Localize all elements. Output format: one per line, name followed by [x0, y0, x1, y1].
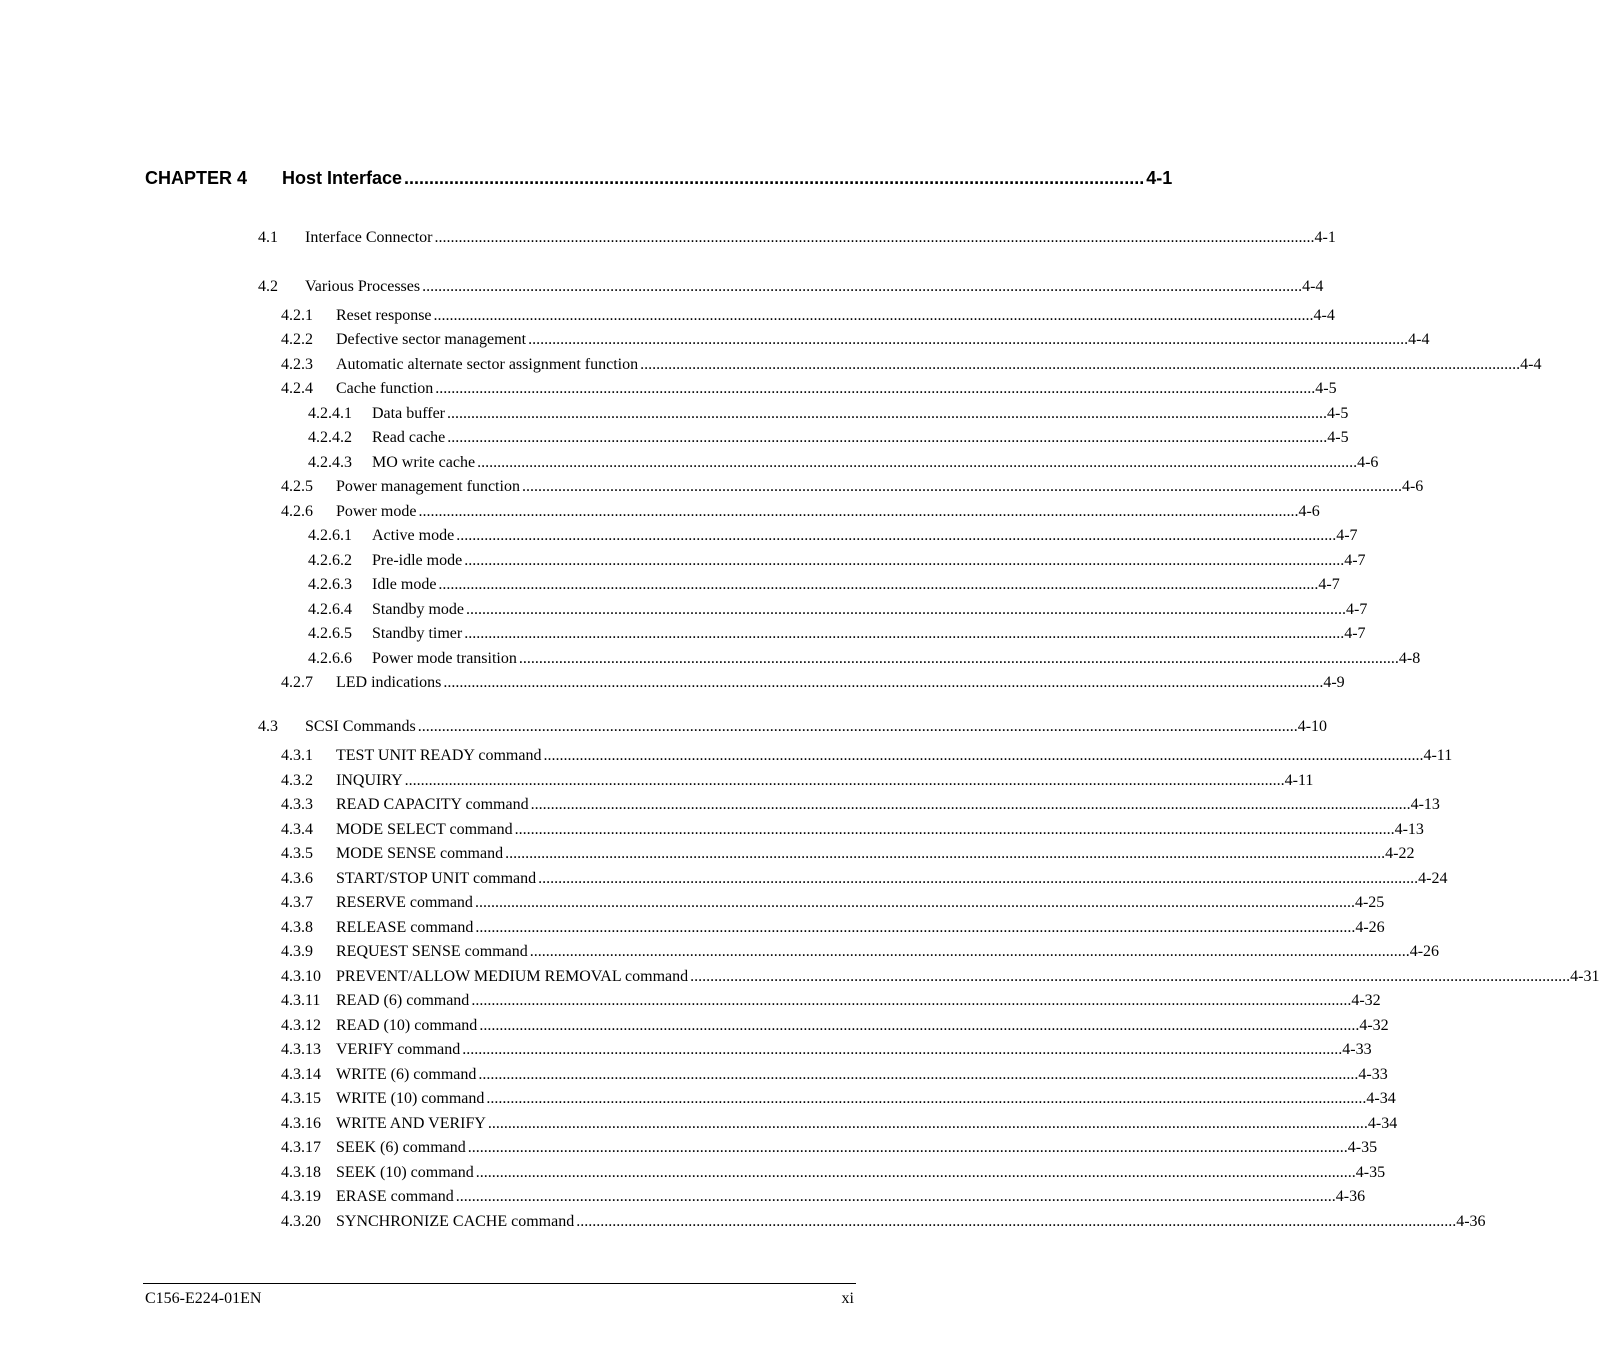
toc-entry-page: 4-32 — [1351, 992, 1381, 1009]
dot-leader: ............................................................................................................................................................................................................................ — [471, 992, 1352, 1009]
dot-leader: ............................................................................................................................................................................................................................ — [404, 772, 1285, 789]
toc-entry-title: Cache function — [336, 380, 434, 397]
toc-entry[interactable] — [281, 1213, 1486, 1233]
toc-entry[interactable] — [281, 380, 1337, 400]
toc-entry[interactable] — [281, 845, 1415, 865]
dot-leader: ............................................................................................................................................................................................................................ — [576, 1213, 1457, 1230]
toc-entry-page: 4-36 — [1335, 1188, 1366, 1205]
toc-entry-page: 4-6 — [1357, 454, 1379, 471]
chapter-page: 4-1 — [1146, 168, 1173, 188]
chapter-title: Host Interface — [282, 168, 403, 188]
toc-entry-number: 4.3.10 — [281, 968, 321, 985]
toc-entry[interactable] — [281, 772, 1314, 792]
toc-entry-title: Read cache — [372, 429, 446, 446]
dot-leader: ............................................................................................................................................................................................................................ — [467, 1139, 1348, 1156]
dot-leader: ............................................................................................................................................................................................................................ — [479, 1017, 1360, 1034]
toc-entry[interactable] — [281, 747, 1453, 767]
toc-entry-number: 4.2.3 — [281, 356, 313, 373]
toc-entry-number: 4.3.20 — [281, 1213, 321, 1230]
toc-entry-number: 4.3.3 — [281, 796, 313, 813]
toc-entry-page: 4-1 — [1314, 229, 1336, 246]
dot-leader: ............................................................................................................................................................................................................................ — [462, 1041, 1343, 1058]
toc-entry[interactable] — [281, 919, 1385, 939]
toc-entry[interactable] — [281, 870, 1448, 890]
toc-entry-page: 4-5 — [1327, 429, 1349, 446]
toc-entry-page: 4-32 — [1359, 1017, 1389, 1034]
dot-leader: ............................................................................................................................................................................................................................ — [518, 650, 1399, 667]
toc-entry[interactable] — [258, 229, 1336, 249]
toc-entry-number: 4.2.4.3 — [308, 454, 352, 471]
dot-leader: ............................................................................................................................................................................................................................ — [464, 625, 1345, 642]
toc-entry-title: SEEK (10) command — [336, 1164, 474, 1181]
toc-entry[interactable] — [281, 1090, 1396, 1110]
toc-entry-page: 4-11 — [1423, 747, 1453, 764]
toc-entry-number: 4.2.4 — [281, 380, 313, 397]
dot-leader: ............................................................................................................................................................................................................................ — [475, 919, 1356, 936]
dot-leader: ............................................................................................................................................................................................................................ — [690, 968, 1571, 985]
toc-entry-title: READ (6) command — [336, 992, 470, 1009]
toc-entry-number: 4.2.6.3 — [308, 576, 352, 593]
toc-entry-page: 4-4 — [1520, 356, 1542, 373]
dot-leader: ............................................................................................................................................................................................................................ — [443, 674, 1324, 691]
dot-leader: ............................................................................................................................................................................................................................ — [528, 331, 1409, 348]
toc-entry-title: PREVENT/ALLOW MEDIUM REMOVAL command — [336, 968, 689, 985]
toc-entry[interactable] — [281, 1164, 1386, 1184]
toc-entry[interactable] — [258, 278, 1324, 298]
dot-leader: ............................................................................................................................................................................................................................ — [447, 429, 1328, 446]
dot-leader: ............................................................................................................................................................................................................................ — [422, 278, 1303, 295]
footer-doc-id: C156-E224-01EN — [145, 1290, 262, 1307]
toc-entry-title: RELEASE command — [336, 919, 474, 936]
dot-leader: ............................................................................................................................................................................................................................ — [466, 601, 1346, 618]
toc-entry-number: 4.3.13 — [281, 1041, 321, 1058]
toc-entry[interactable] — [308, 650, 1421, 670]
toc-entry-number: 4.3.2 — [281, 772, 313, 789]
toc-entry-page: 4-10 — [1297, 718, 1328, 735]
toc-entry[interactable] — [308, 527, 1358, 547]
toc-entry-title: WRITE (10) command — [336, 1090, 485, 1107]
toc-entry-number: 4.3.19 — [281, 1188, 321, 1205]
chapter-label: CHAPTER 4 — [145, 168, 248, 188]
toc-entry-title: TEST UNIT READY command — [336, 747, 542, 764]
toc-entry[interactable] — [281, 1017, 1389, 1037]
toc-entry-title: LED indications — [336, 674, 442, 691]
toc-entry-page: 4-34 — [1367, 1115, 1398, 1132]
toc-entry-title: VERIFY command — [336, 1041, 461, 1058]
toc-entry[interactable] — [308, 601, 1368, 621]
footer-page-number: xi — [841, 1290, 854, 1307]
toc-entry-page: 4-11 — [1284, 772, 1314, 789]
toc-entry-page: 4-24 — [1418, 870, 1448, 887]
toc-entry-number: 4.3.6 — [281, 870, 313, 887]
toc-entry-number: 4.2.6 — [281, 503, 313, 520]
toc-entry-page: 4-13 — [1394, 821, 1424, 838]
toc-entry[interactable] — [281, 356, 1542, 376]
toc-entry-page: 4-22 — [1385, 845, 1415, 862]
toc-entry-title: Standby timer — [372, 625, 463, 642]
toc-entry[interactable] — [281, 1066, 1388, 1086]
toc-entry-page: 4-26 — [1409, 943, 1440, 960]
toc-entry-number: 4.2 — [258, 278, 278, 295]
toc-entry-number: 4.3.8 — [281, 919, 313, 936]
toc-entry-title: MO write cache — [372, 454, 476, 471]
toc-entry[interactable] — [281, 1115, 1398, 1135]
dot-leader: ............................................................................................................................................................................................................................ — [434, 229, 1315, 246]
dot-leader: ............................................................................................................................................................................................................................ — [475, 1164, 1356, 1181]
toc-entry-number: 4.3.5 — [281, 845, 313, 862]
toc-entry-title: MODE SENSE command — [336, 845, 504, 862]
toc-entry-number: 4.3.14 — [281, 1066, 321, 1083]
toc-entry-title: Pre-idle mode — [372, 552, 463, 569]
toc-entry-title: INQUIRY — [336, 772, 403, 789]
toc-entry-title: READ CAPACITY command — [336, 796, 529, 813]
toc-entry-page: 4-33 — [1342, 1041, 1372, 1058]
toc-entry-title: SCSI Commands — [305, 718, 416, 735]
toc-entry[interactable] — [258, 718, 1328, 738]
toc-entry-page: 4-9 — [1323, 674, 1345, 691]
dot-leader: ............................................................................................................................................................................................................................ — [455, 1188, 1336, 1205]
toc-entry[interactable] — [281, 1188, 1366, 1208]
toc-entry-title: Automatic alternate sector assignment function — [336, 356, 639, 373]
toc-entry-title: RESERVE command — [336, 894, 473, 911]
toc-entry-page: 4-25 — [1354, 894, 1385, 911]
toc-entry-page: 4-8 — [1398, 650, 1421, 667]
toc-entry-title: READ (10) command — [336, 1017, 478, 1034]
toc-entry-number: 4.2.4.2 — [308, 429, 352, 446]
toc-entry-number: 4.1 — [258, 229, 278, 246]
toc-entry-page: 4-13 — [1410, 796, 1440, 813]
dot-leader: .................................................................................................................................................... — [404, 168, 1145, 188]
toc-entry-page: 4-34 — [1366, 1090, 1396, 1107]
dot-leader: ............................................................................................................................................................................................................................ — [417, 718, 1298, 735]
toc-entry-number: 4.2.1 — [281, 307, 313, 324]
toc-entry-title: Data buffer — [372, 405, 445, 422]
dot-leader: ............................................................................................................................................................................................................................ — [487, 1115, 1368, 1132]
toc-entry[interactable] — [281, 992, 1381, 1012]
dot-leader: ............................................................................................................................................................................................................................ — [474, 894, 1355, 911]
dot-leader: ............................................................................................................................................................................................................................ — [530, 796, 1411, 813]
toc-entry-number: 4.2.7 — [281, 674, 313, 691]
dot-leader: ............................................................................................................................................................................................................................ — [529, 943, 1410, 960]
toc-entry[interactable] — [308, 405, 1349, 425]
toc-entry-number: 4.2.2 — [281, 331, 313, 348]
toc-entry-page: 4-33 — [1358, 1066, 1388, 1083]
toc-entry-title: Standby mode — [372, 601, 464, 618]
toc-entry-number: 4.3.17 — [281, 1139, 321, 1156]
toc-entry-number: 4.3.12 — [281, 1017, 321, 1034]
toc-entry-number: 4.3 — [258, 718, 278, 735]
toc-entry-page: 4-5 — [1315, 380, 1337, 397]
toc-entry-number: 4.3.7 — [281, 894, 313, 911]
toc-entry[interactable] — [281, 331, 1430, 351]
dot-leader: ............................................................................................................................................................................................................................ — [521, 478, 1402, 495]
dot-leader: ............................................................................................................................................................................................................................ — [418, 503, 1299, 520]
toc-entry-page: 4-4 — [1302, 278, 1324, 295]
toc-entry-page: 4-4 — [1313, 307, 1335, 324]
toc-entry-number: 4.3.4 — [281, 821, 313, 838]
dot-leader: ............................................................................................................................................................................................................................ — [514, 821, 1395, 838]
toc-entry-number: 4.3.16 — [281, 1115, 321, 1132]
toc-entry-title: Defective sector management — [336, 331, 527, 348]
toc-entry[interactable] — [281, 1139, 1378, 1159]
toc-entry[interactable] — [281, 943, 1440, 963]
toc-entry-page: 4-35 — [1355, 1164, 1386, 1181]
dot-leader: ............................................................................................................................................................................................................................ — [447, 405, 1327, 422]
toc-entry[interactable] — [281, 968, 1599, 988]
toc-entry-page: 4-7 — [1344, 625, 1366, 642]
toc-entry-page: 4-7 — [1318, 576, 1340, 593]
toc-entry-title: ERASE command — [336, 1188, 454, 1205]
toc-entry-number: 4.2.5 — [281, 478, 313, 495]
toc-entry[interactable] — [308, 625, 1366, 645]
dot-leader: ............................................................................................................................................................................................................................ — [505, 845, 1386, 862]
dot-leader: ............................................................................................................................................................................................................................ — [464, 552, 1345, 569]
toc-entry-title: Reset response — [336, 307, 432, 324]
toc-entry[interactable] — [308, 576, 1340, 596]
toc-entry-title: WRITE AND VERIFY — [336, 1115, 486, 1132]
toc-entry-page: 4-5 — [1327, 405, 1349, 422]
toc-entry-page: 4-6 — [1401, 478, 1424, 495]
toc-entry-title: Power management function — [336, 478, 520, 495]
toc-entry[interactable] — [281, 478, 1424, 498]
toc-entry-page: 4-7 — [1336, 527, 1358, 544]
toc-entry-title: Various Processes — [305, 278, 421, 295]
toc-entry-title: START/STOP UNIT command — [336, 870, 537, 887]
toc-entry-number: 4.2.4.1 — [308, 405, 352, 422]
toc-entry-title: Power mode — [336, 503, 417, 520]
toc-entry[interactable] — [308, 552, 1366, 572]
toc-entry-page: 4-31 — [1570, 968, 1599, 985]
chapter-heading[interactable] — [145, 168, 1173, 192]
toc-entry-number: 4.3.9 — [281, 943, 313, 960]
toc-entry-number: 4.3.18 — [281, 1164, 321, 1181]
dot-leader: ............................................................................................................................................................................................................................ — [435, 380, 1316, 397]
toc-entry-number: 4.2.6.6 — [308, 650, 352, 667]
dot-leader: ............................................................................................................................................................................................................................ — [433, 307, 1314, 324]
toc-entry-title: SEEK (6) command — [336, 1139, 466, 1156]
toc-entry-title: REQUEST SENSE command — [336, 943, 528, 960]
toc-entry-page: 4-7 — [1346, 601, 1368, 618]
toc-entry-page: 4-4 — [1408, 331, 1430, 348]
dot-leader: ............................................................................................................................................................................................................................ — [478, 1066, 1359, 1083]
toc-entry-page: 4-35 — [1347, 1139, 1378, 1156]
toc-entry-number: 4.2.6.2 — [308, 552, 352, 569]
toc-entry-number: 4.3.11 — [281, 992, 321, 1009]
toc-entry[interactable] — [281, 503, 1320, 523]
toc-entry-title: Interface Connector — [305, 229, 433, 246]
dot-leader: ............................................................................................................................................................................................................................ — [456, 527, 1337, 544]
dot-leader: ............................................................................................................................................................................................................................ — [538, 870, 1419, 887]
toc-entry-title: SYNCHRONIZE CACHE command — [336, 1213, 575, 1230]
toc-entry[interactable] — [281, 894, 1385, 914]
toc-entry-title: MODE SELECT command — [336, 821, 513, 838]
toc-entry[interactable] — [308, 454, 1379, 474]
toc-entry[interactable] — [281, 821, 1424, 841]
toc-entry-number: 4.2.6.1 — [308, 527, 352, 544]
dot-leader: ............................................................................................................................................................................................................................ — [438, 576, 1319, 593]
dot-leader: ............................................................................................................................................................................................................................ — [477, 454, 1358, 471]
toc-entry[interactable] — [308, 429, 1349, 449]
toc-entry-title: Active mode — [372, 527, 455, 544]
toc-entry-number: 4.2.6.4 — [308, 601, 352, 618]
toc-entry[interactable] — [281, 1041, 1372, 1061]
toc-entry-number: 4.3.15 — [281, 1090, 321, 1107]
toc-entry[interactable] — [281, 674, 1345, 694]
toc-entry[interactable] — [281, 307, 1335, 327]
toc-entry-page: 4-26 — [1355, 919, 1385, 936]
footer-divider — [143, 1283, 856, 1284]
toc-entry-title: Idle mode — [372, 576, 437, 593]
toc-entry-page: 4-36 — [1456, 1213, 1486, 1230]
dot-leader: ............................................................................................................................................................................................................................ — [640, 356, 1521, 373]
toc-entry[interactable] — [281, 796, 1440, 816]
toc-entry-page: 4-7 — [1344, 552, 1366, 569]
dot-leader: ............................................................................................................................................................................................................................ — [486, 1090, 1367, 1107]
toc-entry-number: 4.2.6.5 — [308, 625, 352, 642]
toc-entry-title: Power mode transition — [372, 650, 517, 667]
toc-entry-page: 4-6 — [1298, 503, 1320, 520]
dot-leader: ............................................................................................................................................................................................................................ — [543, 747, 1424, 764]
toc-entry-title: WRITE (6) command — [336, 1066, 477, 1083]
toc-entry-number: 4.3.1 — [281, 747, 313, 764]
